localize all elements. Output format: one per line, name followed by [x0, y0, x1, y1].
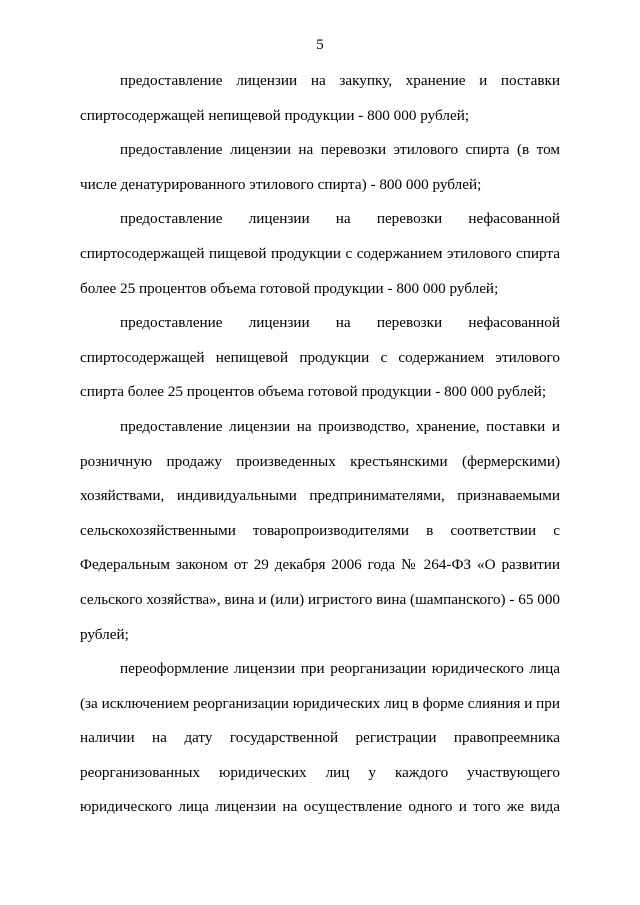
- paragraph-license-ethyl-transport: предоставление лицензии на перевозки этилового спирта (в том числе денатурированного этилового спирта) - 800 000 рублей;: [80, 141, 560, 193]
- paragraph-license-reissue: переоформление лицензии при реорганизации юридического лица (за исключением реорганизации юридических лиц в форме слияния и при наличии на дату государственной регистрации правопреемника реорганизованных юридических лиц у каждого участвующего юридического лица лицензии на осуществление одного и того же вида: [80, 660, 560, 816]
- paragraph-license-food-transport: предоставление лицензии на перевозки нефасованной спиртосодержащей пищевой продукции с содержанием этилового спирта более 25 процентов объема готовой продукции - 800 000 рублей;: [80, 210, 560, 297]
- document-body: [80, 64, 560, 825]
- paragraph-license-purchase-storage: предоставление лицензии на закупку, хранение и поставки спиртосодержащей непищевой продукции - 800 000 рублей;: [80, 72, 560, 124]
- paragraph-license-wine-production: предоставление лицензии на производство, хранение, поставки и розничную продажу произведенных крестьянскими (фермерскими) хозяйствами, индивидуальными предпринимателями, признаваемыми сельскохозяйственными товаропроизводителями в соответствии с Федеральным законом от 29 декабря 2006 года № 264-ФЗ «О развитии сельского хозяйства», вина и (или) игристого вина (шампанского) - 65 000 рублей;: [80, 417, 561, 643]
- paragraph-license-nonfood-transport: предоставление лицензии на перевозки нефасованной спиртосодержащей непищевой продукции с содержанием этилового спирта более 25 процентов объема готовой продукции - 800 000 рублей;: [80, 314, 560, 401]
- page-number: 5: [316, 37, 324, 53]
